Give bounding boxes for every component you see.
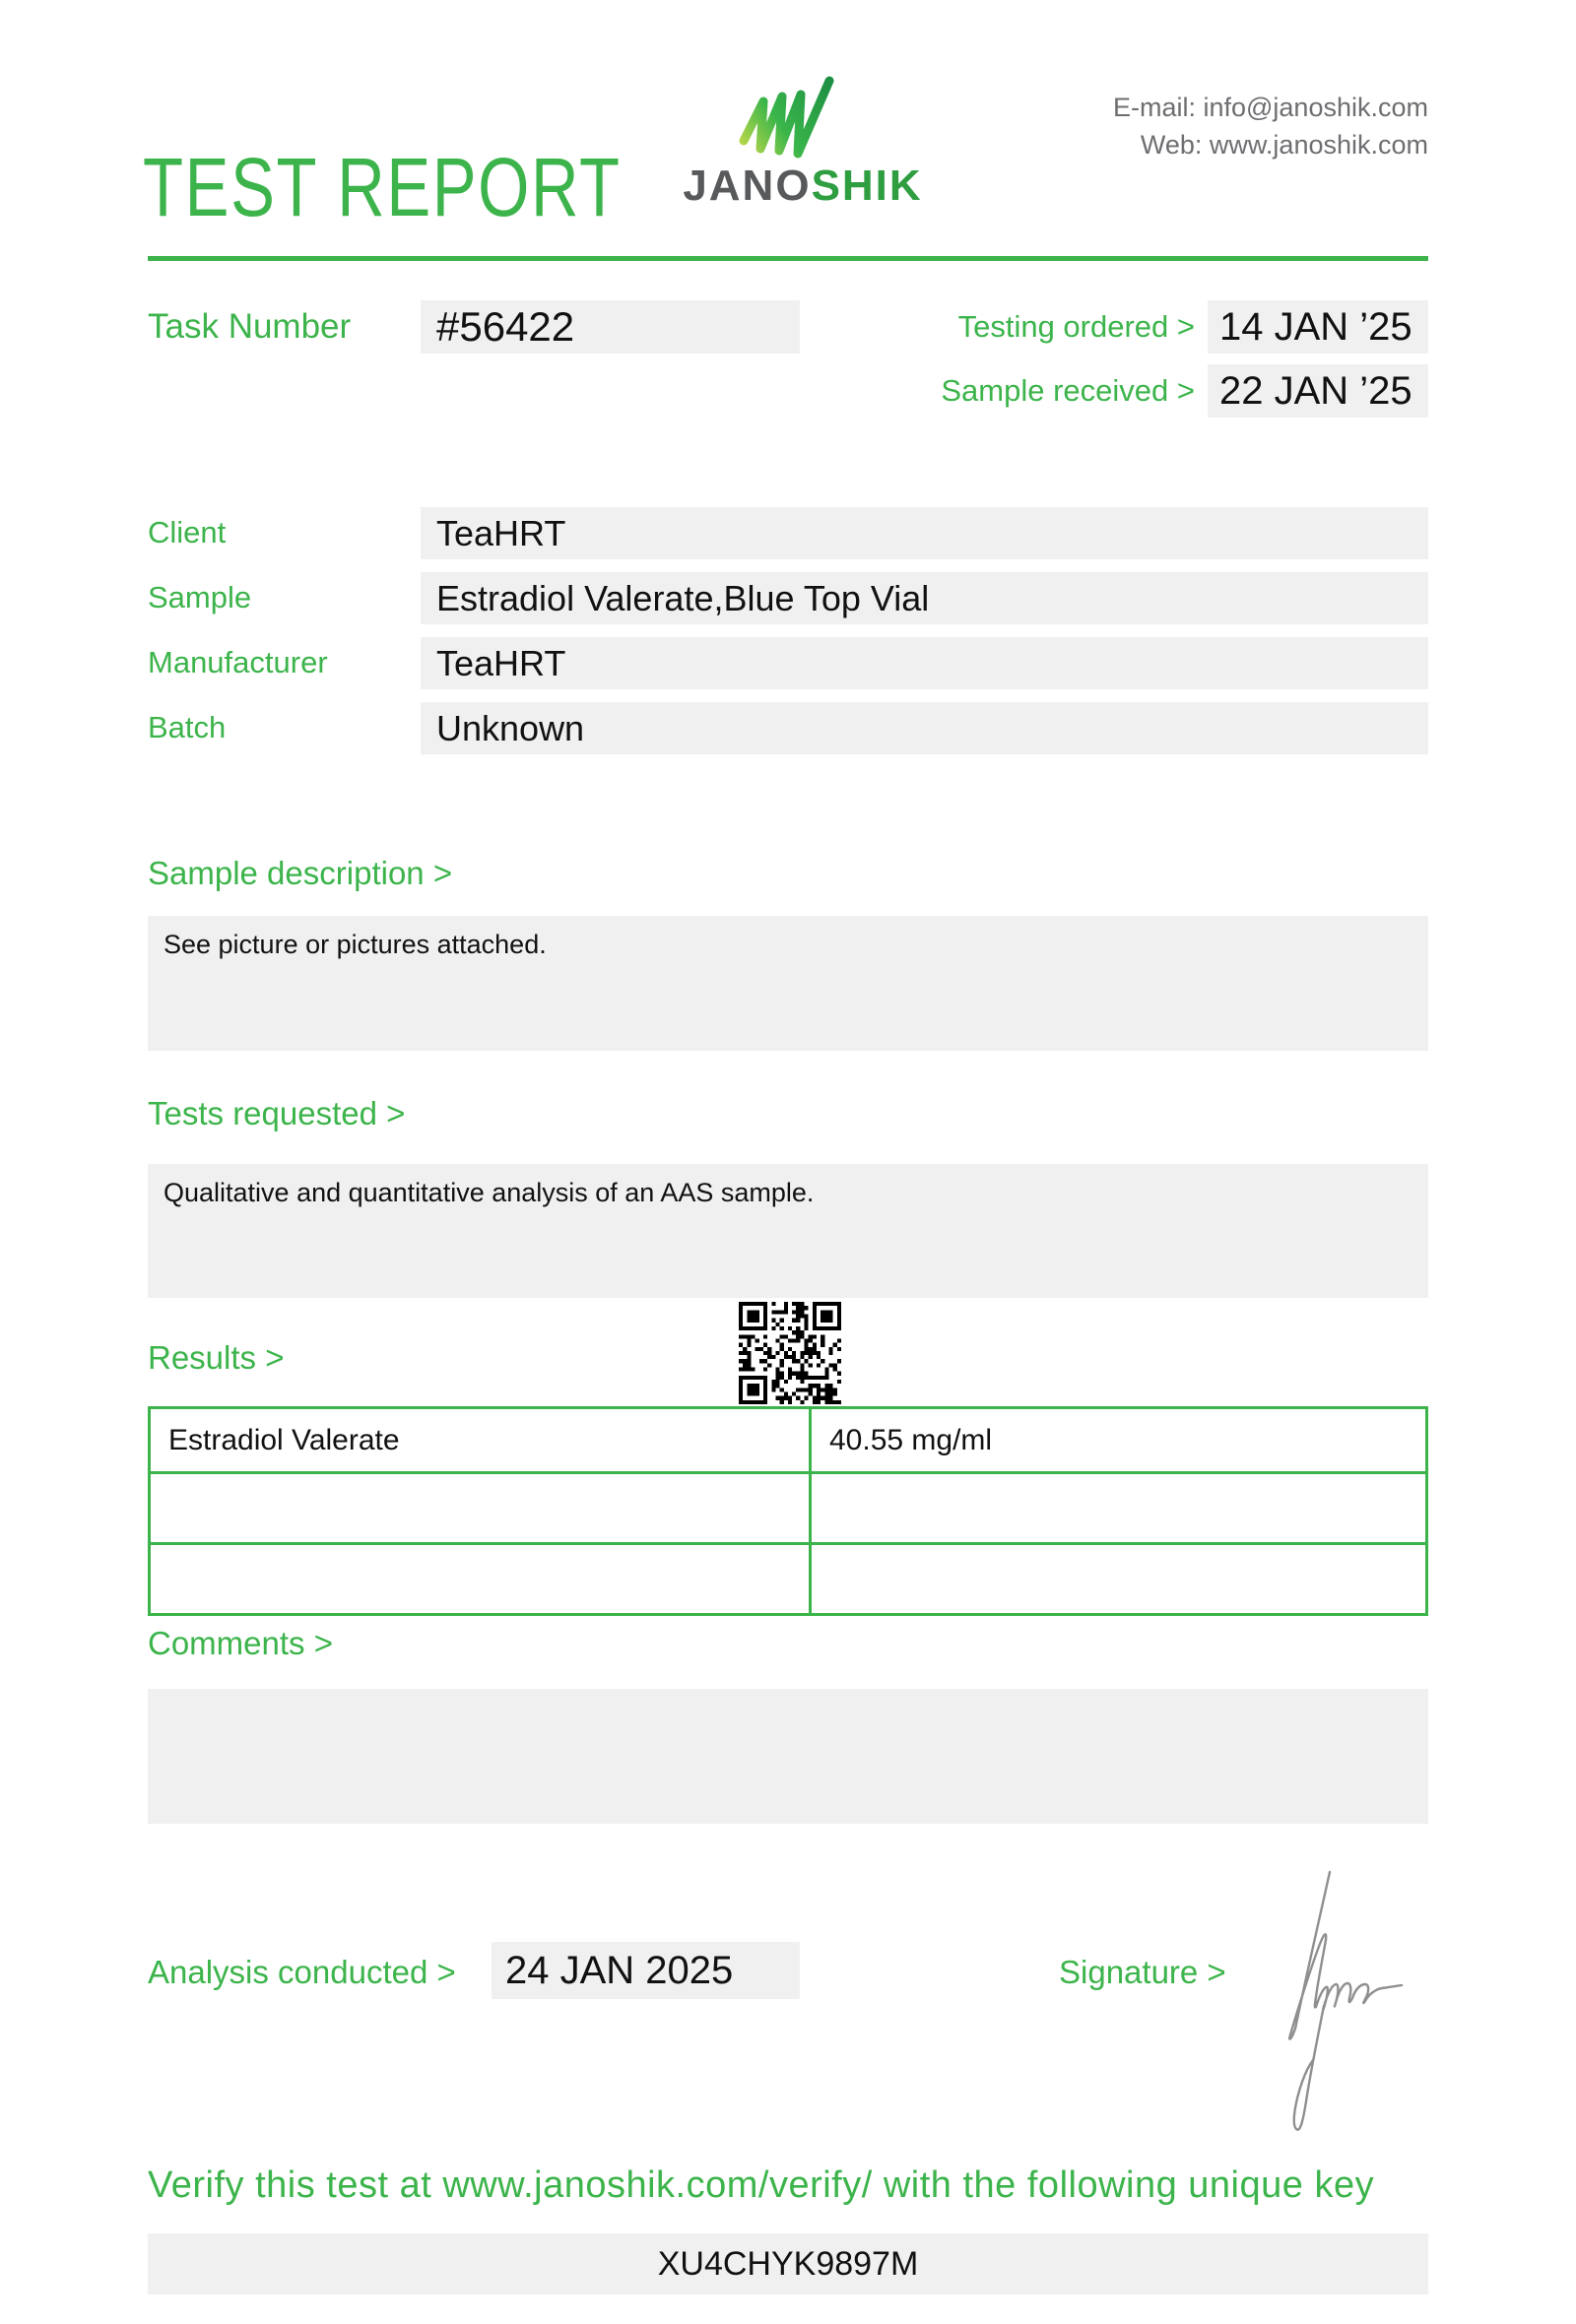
tests-requested-heading: Tests requested > — [148, 1095, 406, 1131]
field-row-batch — [0, 702, 1576, 754]
sample-description-box: See picture or pictures attached. — [148, 916, 1428, 1051]
results-table — [148, 1406, 1428, 1616]
tests-requested-box: Qualitative and quantitative analysis of an AAS sample. — [148, 1164, 1428, 1298]
result-value-cell — [811, 1544, 1427, 1615]
table-row — [150, 1473, 1427, 1544]
task-number-value: #56422 — [421, 300, 800, 354]
analysis-conducted-label: Analysis conducted > — [148, 1954, 456, 1990]
sample-description-heading: Sample description > — [148, 855, 453, 891]
page-title: TEST REPORT — [143, 141, 622, 233]
signature-scribble — [1280, 1853, 1448, 2149]
logo-text-green: SHIK — [811, 161, 923, 210]
testing-ordered-date: 14 JAN ’25 — [1208, 300, 1428, 354]
verify-instruction: Verify this test at www.janoshik.com/verify/ with the following unique key — [148, 2164, 1375, 2206]
field-row-sample — [0, 572, 1576, 624]
comments-heading: Comments > — [148, 1625, 333, 1661]
analysis-conducted-date: 24 JAN 2025 — [492, 1942, 800, 1999]
field-row-client — [0, 507, 1576, 559]
result-value-cell: 40.55 mg/ml — [811, 1408, 1427, 1473]
results-heading: Results > — [148, 1339, 285, 1376]
client-label: Client — [148, 515, 227, 549]
comments-box — [148, 1689, 1428, 1824]
result-value-cell — [811, 1473, 1427, 1544]
client-value: TeaHRT — [421, 507, 1428, 559]
sample-value: Estradiol Valerate,Blue Top Vial — [421, 572, 1428, 624]
logo-wordmark — [680, 161, 926, 211]
task-number-label: Task Number — [148, 307, 352, 346]
result-name-cell — [150, 1544, 811, 1615]
table-row — [150, 1544, 1427, 1615]
contact-block — [1113, 89, 1428, 163]
qr-code — [739, 1302, 841, 1404]
table-row — [150, 1408, 1427, 1473]
manufacturer-label: Manufacturer — [148, 645, 328, 679]
janoshik-logo — [680, 69, 926, 211]
manufacturer-value: TeaHRT — [421, 637, 1428, 689]
signature-label: Signature > — [1059, 1954, 1226, 1990]
header-divider — [148, 256, 1428, 261]
testing-ordered-label: Testing ordered > — [957, 309, 1195, 344]
email-line: E-mail: info@janoshik.com — [1112, 93, 1428, 122]
batch-label: Batch — [148, 710, 227, 744]
chart-arrow-icon — [738, 69, 868, 160]
sample-received-label: Sample received > — [941, 373, 1195, 408]
sample-received-date: 22 JAN ’25 — [1208, 364, 1428, 418]
logo-text-gray: JANO — [683, 161, 812, 210]
field-row-manufacturer — [0, 637, 1576, 689]
result-name-cell — [150, 1473, 811, 1544]
batch-value: Unknown — [421, 702, 1428, 754]
result-name-cell: Estradiol Valerate — [150, 1408, 811, 1473]
verify-key: XU4CHYK9897M — [148, 2233, 1428, 2294]
web-line: Web: www.janoshik.com — [1140, 130, 1428, 160]
sample-label: Sample — [148, 580, 252, 614]
